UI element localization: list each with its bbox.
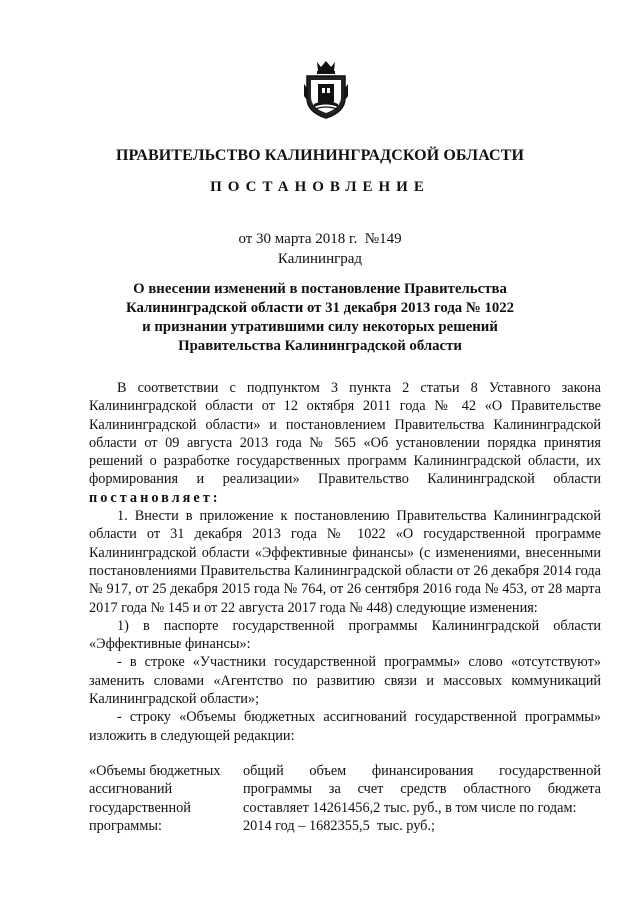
- organization-name: ПРАВИТЕЛЬСТВО КАЛИНИНГРАДСКОЙ ОБЛАСТИ: [115, 147, 525, 164]
- left-cell-line: ассигнований: [89, 781, 173, 798]
- document-date-number: от 30 марта 2018 г. №149: [238, 231, 402, 247]
- document-type: ПОСТАНОВЛЕНИЕ: [210, 179, 430, 195]
- document-title: [60, 280, 580, 356]
- left-cell-line: государственной: [89, 799, 191, 816]
- left-cell-line: «Объемы бюджетных: [89, 763, 221, 779]
- table-left-cell: [89, 762, 239, 835]
- paragraph-preamble: [89, 379, 601, 507]
- title-line: О внесении изменений в постановление Правительства: [133, 281, 507, 297]
- paragraph-subitem-1: 1) в паспорте государственной программы Калининградской области «Эффективные финансы»:: [89, 617, 601, 653]
- paragraph-dash-1: - в строке «Участники государственной программы» слово «отсутствуют» заменить словами «Агентство по развитию связи и массовых коммуникаций Калининградской области»;: [89, 654, 601, 708]
- paragraph-dash-2: - строку «Объемы бюджетных ассигнований государственной программы» изложить в следующей редакции:: [89, 709, 601, 744]
- title-line: Калининградской области от 31 декабря 2013 года № 1022: [125, 300, 515, 316]
- resolves-word: постановляет:: [89, 489, 221, 506]
- document-body: [89, 379, 601, 745]
- preamble-text: В соответствии с подпунктом 3 пункта 2 статьи 8 Уставного закона Калининградской области от 12 октября 2011 года № 42 «О Правительстве Калининградской области» и постановлением Правительства Калининградской области от 09 августа 2013 года № 565 «Об установлении порядка принятия решений о разработке государственных программ Калининградской области, их формирования и реализации» Правительство Калининградской области: [89, 380, 601, 488]
- right-cell-year-line: 2014 год – 1682355,5 тыс. руб.;: [243, 817, 435, 834]
- document-city: Калининград: [277, 251, 363, 267]
- coat-of-arms-icon: [303, 58, 349, 120]
- title-line: Правительства Калининградской области: [178, 338, 462, 354]
- left-cell-line: программы:: [89, 817, 162, 834]
- right-cell-text: общий объем финансирования государственной программы за счет средств областного бюджета составляет 14261456,2 тыс. руб., в том числе по годам:: [243, 763, 601, 816]
- table-right-cell: [243, 762, 601, 835]
- title-line: и признании утратившими силу некоторых решений: [142, 319, 498, 335]
- paragraph-item-1: 1. Внести в приложение к постановлению Правительства Калининградской области от 31 декабря 2013 года № 1022 «О государственной программе Калининградской области «Эффективные финансы» (с изменениями, внесенными постановлениями Правительства Калининградской области от 26 декабря 2014 года № 917, от 25 декабря 2015 года № 764, от 26 сентября 2016 года № 453, от 28 марта 2017 года № 145 и от 22 августа 2017 года № 448) следующие изменения:: [89, 508, 601, 616]
